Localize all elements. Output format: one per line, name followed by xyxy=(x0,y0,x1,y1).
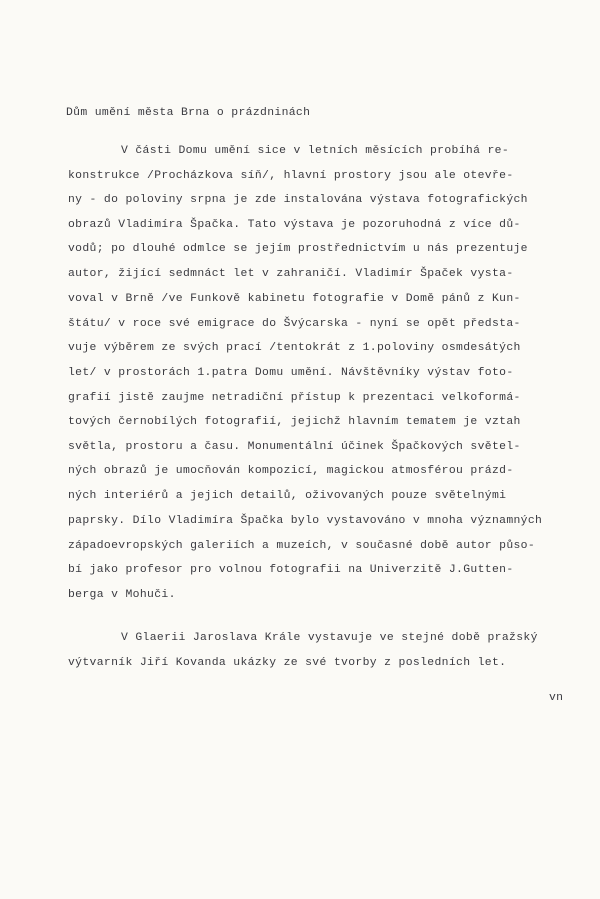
paragraph-line: ny - do poloviny srpna je zde instalována výstava fotografických xyxy=(68,194,528,206)
document-title: Dům umění města Brna o prázdninách xyxy=(66,107,311,119)
author-initials: vn xyxy=(549,692,564,704)
paragraph-line: tových černobílých fotografií, jejichž hlavním tematem je vztah xyxy=(68,416,521,428)
paragraph-line: ných interiérů a jejich detailů, oživovaných pouze světelnými xyxy=(68,490,507,502)
paragraph-line: V Glaerii Jaroslava Krále vystavuje ve stejné době pražský xyxy=(121,632,538,644)
paragraph-line: obrazů Vladimíra Špačka. Tato výstava je pozoruhodná z více dů- xyxy=(68,219,521,231)
paragraph-line: západoevropských galeriích a muzeích, v současné době autor půso- xyxy=(68,540,536,552)
paragraph-line: paprsky. Dílo Vladimíra Špačka bylo vystavováno v mnoha významných xyxy=(68,515,543,527)
paragraph-line: let/ v prostorách 1.patra Domu umění. Návštěvníky výstav foto- xyxy=(68,367,514,379)
paragraph-line: výtvarník Jiří Kovanda ukázky ze své tvorby z posledních let. xyxy=(68,657,507,669)
paragraph-line: V části Domu umění sice v letních měsících probíhá re- xyxy=(121,145,510,157)
paragraph-line: autor, žijící sedmnáct let v zahraničí. Vladimír Špaček vysta- xyxy=(68,268,514,280)
paragraph-line: ných obrazů je umocňován kompozicí, magickou atmosférou prázd- xyxy=(68,465,514,477)
paragraph-line: grafií jistě zaujme netradiční přístup k prezentaci velkoformá- xyxy=(68,392,521,404)
paragraph-line: bí jako profesor pro volnou fotografii na Univerzitě J.Gutten- xyxy=(68,564,514,576)
paragraph-line: voval v Brně /ve Funkově kabinetu fotografie v Domě pánů z Kun- xyxy=(68,293,521,305)
paragraph-line: berga v Mohuči. xyxy=(68,589,176,601)
paragraph-line: konstrukce /Procházkova síň/, hlavní prostory jsou ale otevře- xyxy=(68,170,514,182)
paragraph-line: vuje výběrem ze svých prací /tentokrát z 1.poloviny osmdesátých xyxy=(68,342,521,354)
paragraph-line: světla, prostoru a času. Monumentální účinek Špačkových světel- xyxy=(68,441,521,453)
paragraph-line: vodů; po dlouhé odmlce se jejím prostřednictvím u nás prezentuje xyxy=(68,243,528,255)
paragraph-line: štátu/ v roce své emigrace do Švýcarska - nyní se opět předsta- xyxy=(68,318,521,330)
